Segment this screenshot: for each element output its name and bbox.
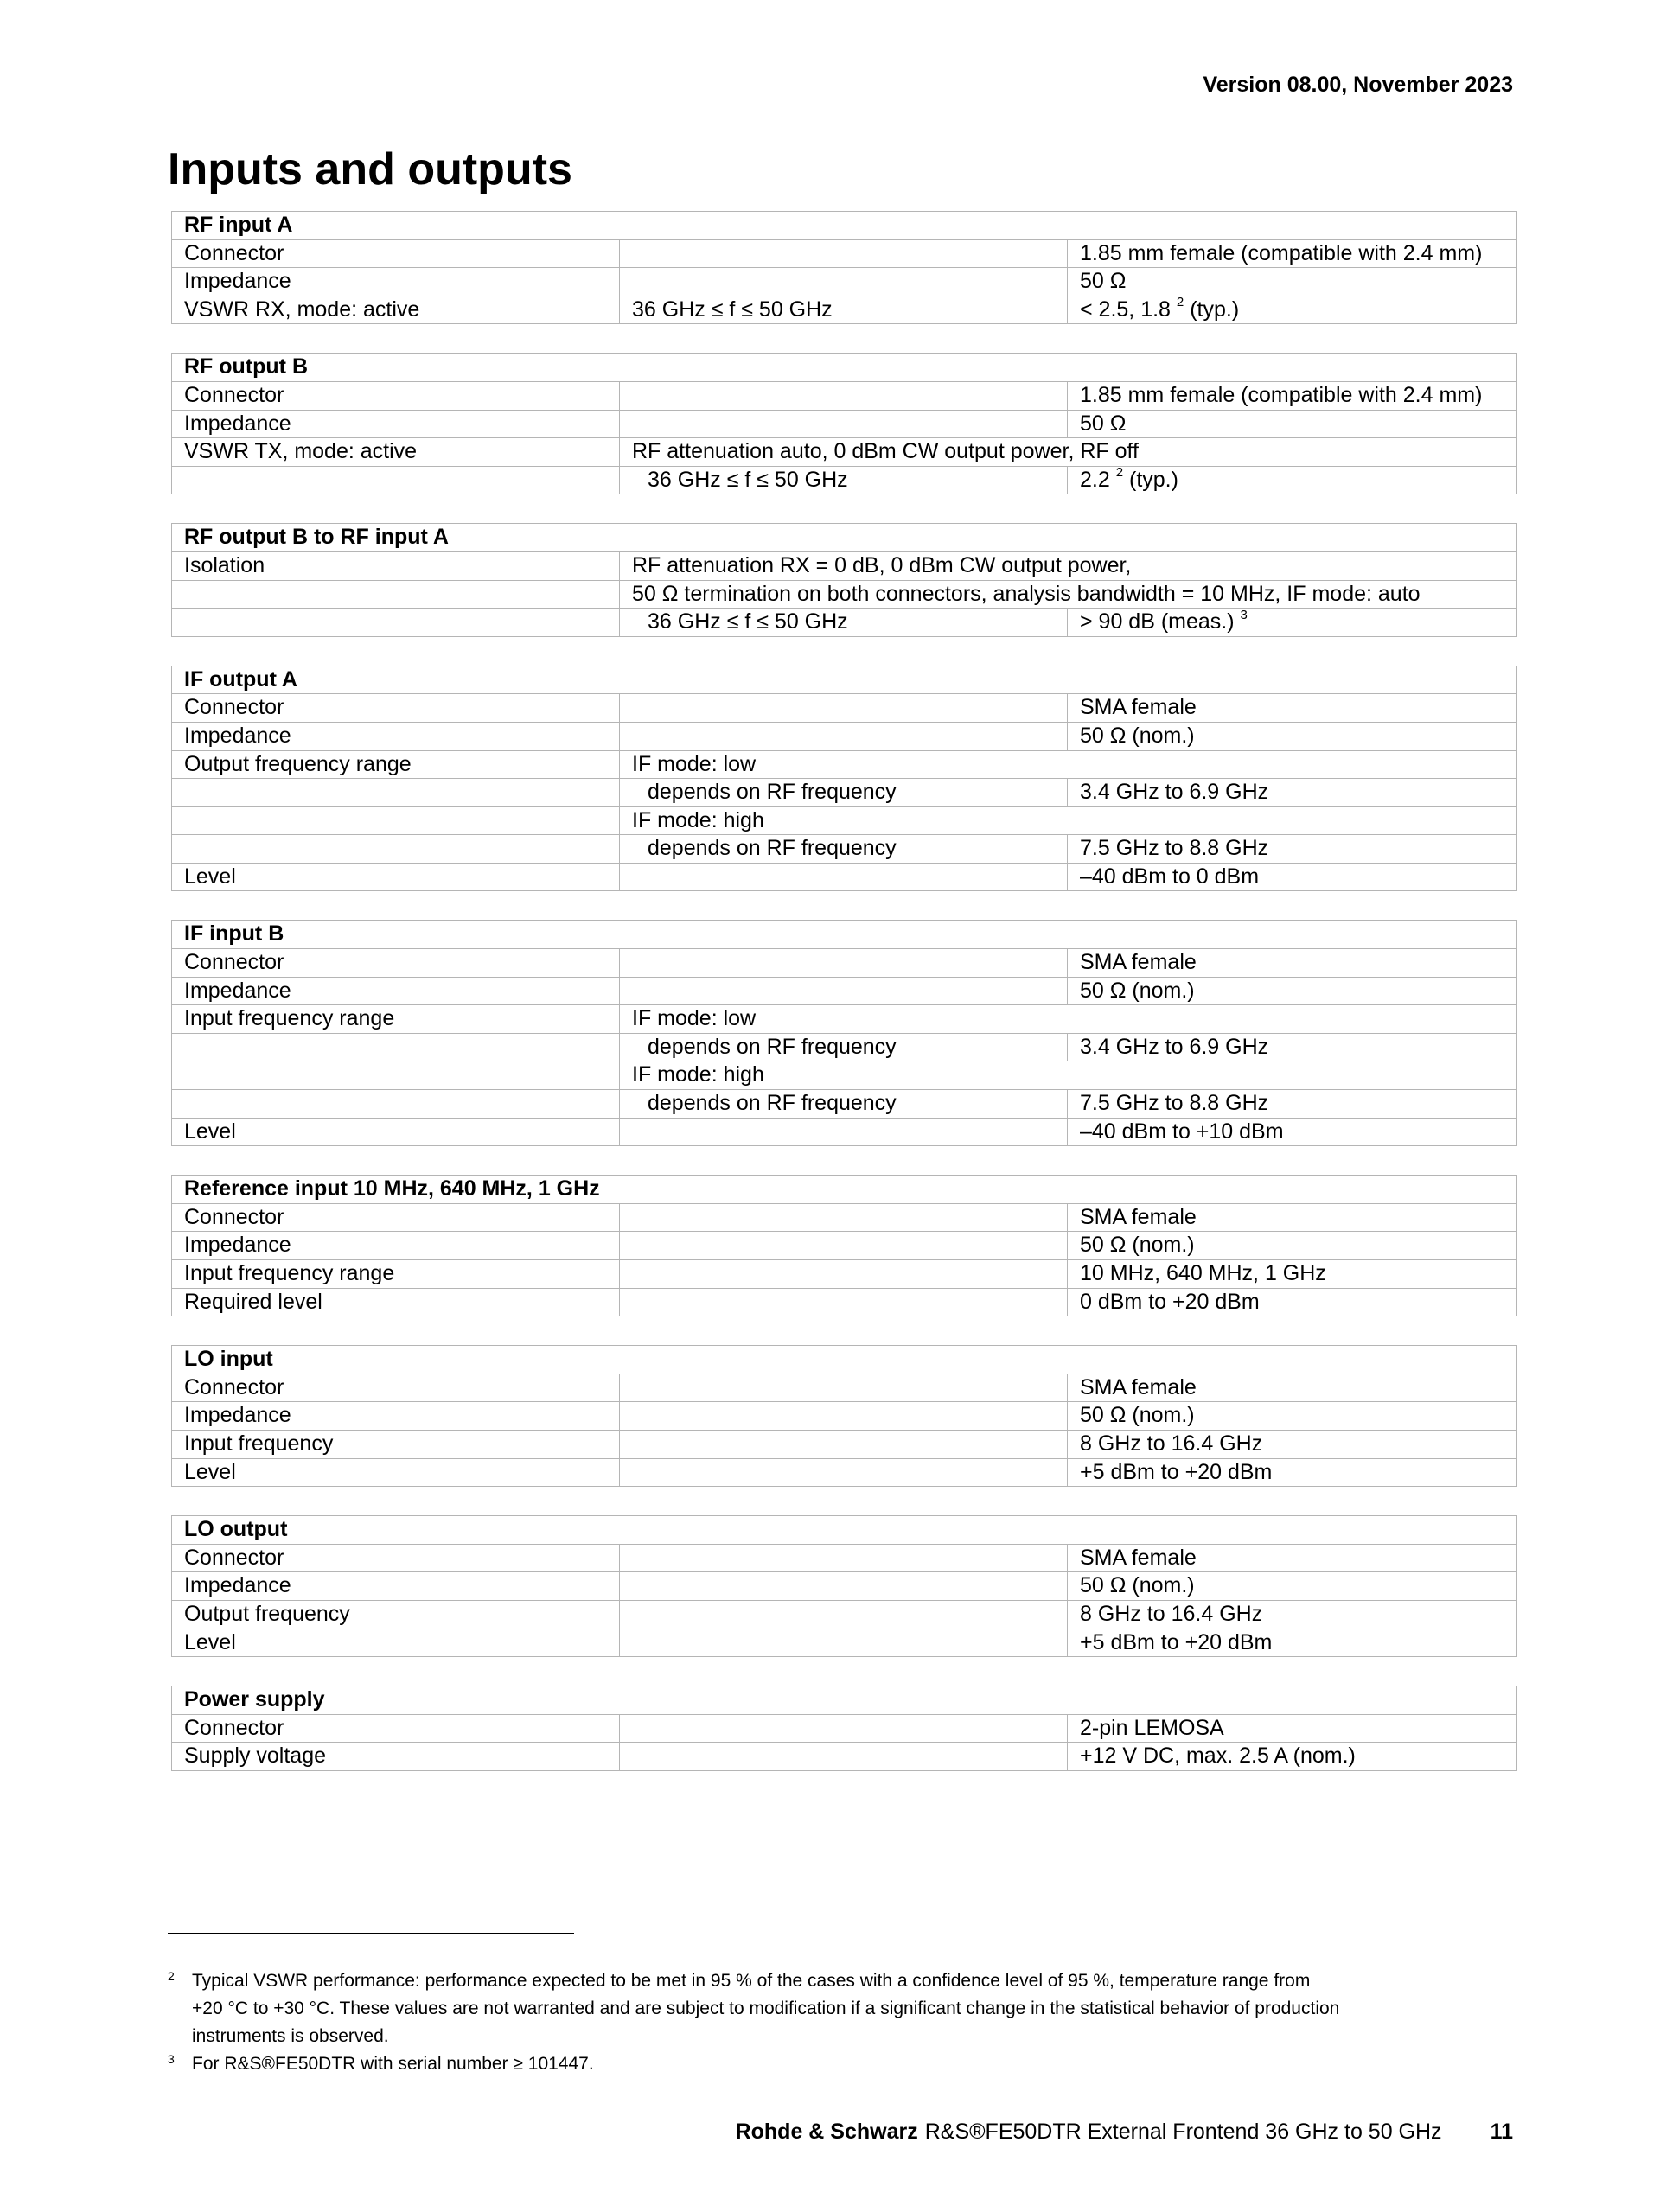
param-cell: Connector [172,1203,620,1232]
value-text: 50 Ω [1080,411,1127,436]
spec-table [171,1515,1517,1657]
condition-cell: depends on RF frequency [620,1090,1068,1119]
value-text: 0 dBm to +20 dBm [1080,1289,1260,1314]
table-heading-row [172,524,1517,552]
table-row [172,1458,1517,1487]
table-row [172,722,1517,750]
table-heading-row [172,354,1517,382]
condition-cell [620,1714,1068,1743]
value-cell [1068,1714,1517,1743]
table-row [172,1090,1517,1119]
table-row [172,1600,1517,1629]
version-label: Version 08.00, November 2023 [1203,73,1513,97]
footnote-line: Typical VSWR performance: performance expected to be met in 95 % of the cases with a confidence level of 95 %, temperature range from [192,1971,1311,1991]
condition-cell [620,1743,1068,1771]
condition-cell [620,1203,1068,1232]
spec-table [171,211,1517,324]
spec-table [171,666,1517,892]
table-row [172,806,1517,835]
value-cell [1068,410,1517,438]
param-cell: Output frequency range [172,750,620,779]
condition-cell [620,694,1068,723]
condition-cell [620,1118,1068,1146]
table-row [172,1203,1517,1232]
spec-table [171,1345,1517,1487]
table-row [172,1232,1517,1260]
table-row [172,296,1517,324]
condition-cell [620,381,1068,410]
table-row [172,949,1517,978]
condition-cell [620,1629,1068,1657]
value-text: 2-pin LEMOSA [1080,1715,1224,1740]
param-cell: Input frequency range [172,1005,620,1034]
condition-cell: 36 GHz ≤ f ≤ 50 GHz [620,466,1068,494]
footer-product: R&S®FE50DTR External Frontend 36 GHz to 50 GHz [924,2120,1442,2144]
value-text: +5 dBm to +20 dBm [1080,1459,1273,1484]
table-row [172,835,1517,864]
param-cell [172,806,620,835]
value-suffix: (typ.) [1123,467,1178,492]
table-row [172,466,1517,494]
page-title: Inputs and outputs [168,144,572,194]
table-heading-row [172,1346,1517,1374]
param-cell: Level [172,1458,620,1487]
table-heading-row [172,666,1517,694]
param-cell: Input frequency [172,1430,620,1458]
value-suffix: (typ.) [1184,296,1240,322]
value-text: SMA female [1080,1374,1197,1399]
param-cell: Supply voltage [172,1743,620,1771]
param-cell: Impedance [172,977,620,1005]
param-cell [172,1033,620,1061]
table-row [172,580,1517,609]
condition-span-cell: RF attenuation RX = 0 dB, 0 dBm CW output power, [620,551,1517,580]
value-cell [1068,239,1517,268]
value-cell [1068,1232,1517,1260]
condition-cell [620,949,1068,978]
param-cell: Impedance [172,722,620,750]
table-row [172,1572,1517,1601]
table-row [172,750,1517,779]
value-text: +12 V DC, max. 2.5 A (nom.) [1080,1743,1356,1769]
param-cell [172,1061,620,1090]
condition-span-cell: IF mode: high [620,1061,1517,1090]
condition-cell [620,1544,1068,1572]
footnote-line: instruments is observed. [192,2026,389,2046]
table-heading-row [172,921,1517,949]
condition-cell: 36 GHz ≤ f ≤ 50 GHz [620,609,1068,637]
param-cell: Connector [172,949,620,978]
value-text: 50 Ω (nom.) [1080,1573,1195,1598]
condition-span-cell: 50 Ω termination on both connectors, analysis bandwidth = 10 MHz, IF mode: auto [620,580,1517,609]
value-text: –40 dBm to 0 dBm [1080,864,1260,889]
value-text: 7.5 GHz to 8.8 GHz [1080,1091,1269,1116]
condition-cell [620,410,1068,438]
condition-span-cell: IF mode: high [620,806,1517,835]
value-cell [1068,1600,1517,1629]
table-row [172,977,1517,1005]
condition-cell: depends on RF frequency [620,835,1068,864]
value-cell [1068,1402,1517,1431]
footnote-ref: 3 [1240,607,1248,622]
value-text: SMA female [1080,950,1197,975]
value-cell [1068,835,1517,864]
spec-table [171,1175,1517,1316]
param-cell: Required level [172,1288,620,1316]
section-heading: Power supply [172,1686,1517,1715]
param-cell: Level [172,863,620,891]
value-cell [1068,1458,1517,1487]
footnote [168,2050,1465,2078]
section-heading: IF input B [172,921,1517,949]
param-cell: Connector [172,381,620,410]
param-cell: Impedance [172,268,620,296]
footer-brand: Rohde & Schwarz [735,2120,918,2144]
condition-span-cell: RF attenuation auto, 0 dBm CW output power, RF off [620,438,1517,467]
table-row [172,1544,1517,1572]
condition-span-cell: IF mode: low [620,1005,1517,1034]
value-cell [1068,1743,1517,1771]
value-cell [1068,381,1517,410]
table-row [172,268,1517,296]
param-cell: Level [172,1118,620,1146]
condition-cell: depends on RF frequency [620,779,1068,807]
value-cell [1068,722,1517,750]
spec-table [171,523,1517,636]
table-row [172,1743,1517,1771]
value-text: 7.5 GHz to 8.8 GHz [1080,836,1269,861]
footnote-number: 2 [168,1969,175,1983]
value-cell [1068,609,1517,637]
table-heading-row [172,1176,1517,1204]
param-cell: Connector [172,239,620,268]
section-heading: LO output [172,1516,1517,1545]
value-text: < 2.5, 1.8 [1080,296,1171,322]
condition-cell [620,722,1068,750]
param-cell: Output frequency [172,1600,620,1629]
footnote-line: +20 °C to +30 °C. These values are not warranted and are subject to modification if a significant change in the statistical behavior of production [192,1998,1340,2018]
table-row [172,1714,1517,1743]
value-cell [1068,1203,1517,1232]
value-cell [1068,977,1517,1005]
page-number: 11 [1490,2120,1513,2144]
param-cell: Connector [172,694,620,723]
section-heading: RF output B [172,354,1517,382]
param-cell [172,1090,620,1119]
table-row [172,438,1517,467]
value-cell [1068,1260,1517,1289]
param-cell [172,580,620,609]
value-cell [1068,1430,1517,1458]
value-cell [1068,296,1517,324]
value-text: 50 Ω (nom.) [1080,1403,1195,1428]
condition-cell [620,977,1068,1005]
value-text: 10 MHz, 640 MHz, 1 GHz [1080,1261,1326,1285]
value-text: 1.85 mm female (compatible with 2.4 mm) [1080,240,1483,265]
spec-table [171,1686,1517,1771]
value-text: 1.85 mm female (compatible with 2.4 mm) [1080,382,1483,407]
value-text: 8 GHz to 16.4 GHz [1080,1431,1263,1456]
table-row [172,1260,1517,1289]
param-cell: Connector [172,1544,620,1572]
value-cell [1068,1544,1517,1572]
table-row [172,239,1517,268]
table-row [172,863,1517,891]
param-cell: VSWR TX, mode: active [172,438,620,467]
table-row [172,1061,1517,1090]
value-cell [1068,1629,1517,1657]
param-cell [172,466,620,494]
value-text: 3.4 GHz to 6.9 GHz [1080,1034,1269,1059]
table-row [172,1033,1517,1061]
value-cell [1068,863,1517,891]
table-row [172,410,1517,438]
value-cell [1068,268,1517,296]
section-heading: IF output A [172,666,1517,694]
param-cell: Input frequency range [172,1260,620,1289]
value-cell [1068,466,1517,494]
value-text: SMA female [1080,1545,1197,1570]
table-row [172,1005,1517,1034]
param-cell: Level [172,1629,620,1657]
value-text: 50 Ω (nom.) [1080,1233,1195,1258]
value-cell [1068,1033,1517,1061]
table-row [172,694,1517,723]
condition-cell [620,1260,1068,1289]
param-cell: Connector [172,1374,620,1402]
condition-cell: 36 GHz ≤ f ≤ 50 GHz [620,296,1068,324]
footnote-divider [168,1933,574,1934]
value-cell [1068,1090,1517,1119]
condition-cell [620,239,1068,268]
value-text: > 90 dB (meas.) [1080,609,1235,634]
value-text: 50 Ω (nom.) [1080,723,1195,748]
value-text: 50 Ω (nom.) [1080,978,1195,1003]
condition-cell [620,1600,1068,1629]
condition-cell [620,1430,1068,1458]
condition-cell: depends on RF frequency [620,1033,1068,1061]
footnote-ref: 2 [1115,465,1124,481]
section-heading: RF input A [172,212,1517,240]
section-heading: RF output B to RF input A [172,524,1517,552]
value-text: SMA female [1080,1204,1197,1229]
value-text: 8 GHz to 16.4 GHz [1080,1601,1263,1626]
table-heading-row [172,1686,1517,1715]
spec-tables [171,211,1516,1800]
table-row [172,381,1517,410]
value-text: –40 dBm to +10 dBm [1080,1119,1284,1144]
param-cell: Connector [172,1714,620,1743]
condition-cell [620,268,1068,296]
spec-table [171,920,1517,1146]
condition-cell [620,863,1068,891]
table-row [172,1288,1517,1316]
footnote-line: For R&S®FE50DTR with serial number ≥ 101447. [192,2054,594,2074]
table-heading-row [172,1516,1517,1545]
condition-cell [620,1232,1068,1260]
table-row [172,1629,1517,1657]
value-cell [1068,779,1517,807]
value-text: 50 Ω [1080,269,1127,294]
param-cell: Impedance [172,410,620,438]
condition-cell [620,1572,1068,1601]
footnote-number: 3 [168,2052,175,2066]
condition-span-cell: IF mode: low [620,750,1517,779]
value-text: 2.2 [1080,467,1110,492]
table-row [172,779,1517,807]
value-cell [1068,1374,1517,1402]
value-cell [1068,694,1517,723]
table-row [172,551,1517,580]
value-cell [1068,1572,1517,1601]
value-text: 3.4 GHz to 6.9 GHz [1080,780,1269,805]
param-cell [172,609,620,637]
table-heading-row [172,212,1517,240]
param-cell: Impedance [172,1402,620,1431]
condition-cell [620,1458,1068,1487]
condition-cell [620,1402,1068,1431]
footnote [168,1967,1465,2050]
param-cell: VSWR RX, mode: active [172,296,620,324]
page-footer [736,2120,1513,2145]
condition-cell [620,1374,1068,1402]
param-cell [172,779,620,807]
condition-cell [620,1288,1068,1316]
section-heading: LO input [172,1346,1517,1374]
table-row [172,1430,1517,1458]
table-row [172,1402,1517,1431]
value-text: +5 dBm to +20 dBm [1080,1629,1273,1654]
footnotes [168,1967,1465,2078]
value-cell [1068,1288,1517,1316]
spec-table [171,353,1517,494]
table-row [172,1374,1517,1402]
table-row [172,1118,1517,1146]
footnote-ref: 2 [1176,295,1184,310]
value-cell [1068,1118,1517,1146]
table-row [172,609,1517,637]
param-cell: Impedance [172,1572,620,1601]
value-cell [1068,949,1517,978]
value-text: SMA female [1080,695,1197,720]
section-heading: Reference input 10 MHz, 640 MHz, 1 GHz [172,1176,1517,1204]
param-cell: Isolation [172,551,620,580]
param-cell [172,835,620,864]
param-cell: Impedance [172,1232,620,1260]
